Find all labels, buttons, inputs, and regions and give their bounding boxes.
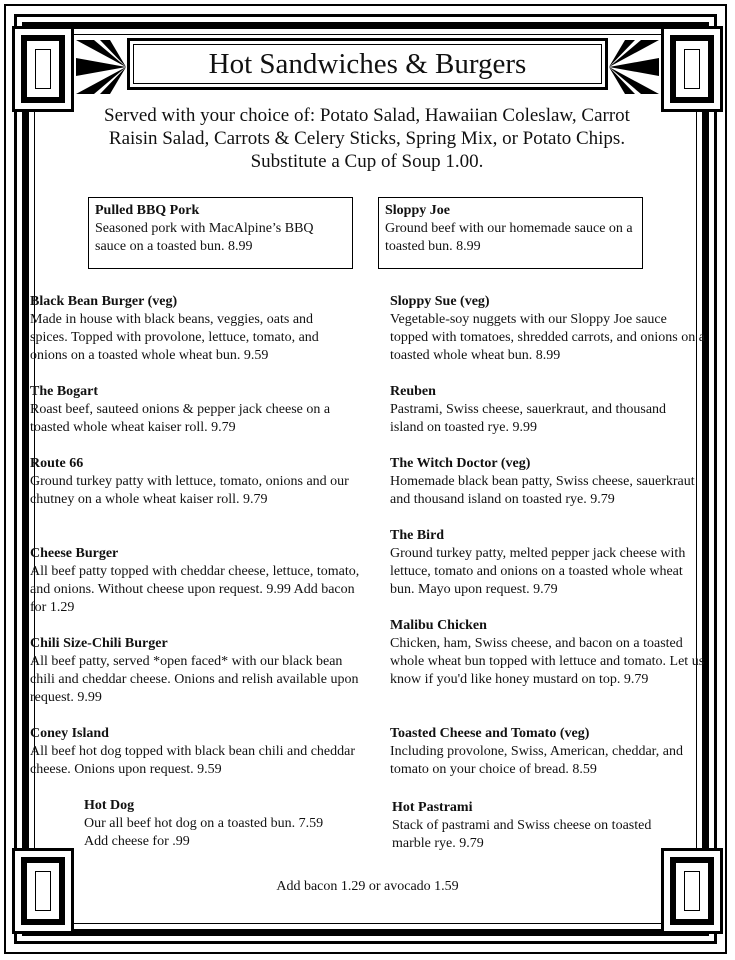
deco-fan-right-icon bbox=[609, 40, 659, 94]
item-description: Seasoned pork with MacAlpine’s BBQ sauce on a toasted bun. 8.99 bbox=[95, 221, 314, 254]
item-name: Black Bean Burger (veg) bbox=[30, 294, 178, 309]
item-description: Homemade black bean patty, Swiss cheese, sauerkraut and thousand island on toasted rye. 9.79 bbox=[390, 474, 695, 507]
item-description: Chicken, ham, Swiss cheese, and bacon on a toasted whole wheat bun topped with lettuce and tomato. Let us know if you'd like honey mustard on top. 9.79 bbox=[390, 636, 705, 687]
corner-ornament-bottom-left bbox=[12, 848, 74, 934]
menu-item-hot-pastrami bbox=[392, 799, 672, 853]
item-description: Ground turkey patty, melted pepper jack cheese with lettuce, tomato and onions on a toasted whole wheat bun. Mayo upon request. 9.79 bbox=[390, 546, 686, 597]
menu-item-the-bird bbox=[390, 527, 708, 599]
item-description: Ground beef with our homemade sauce on a toasted bun. 8.99 bbox=[385, 221, 633, 254]
menu-item-malibu-chicken bbox=[390, 617, 708, 689]
item-name: Sloppy Sue (veg) bbox=[390, 294, 490, 309]
item-name: Hot Dog bbox=[84, 798, 135, 813]
item-description: Vegetable-soy nuggets with our Sloppy Joe sauce topped with tomatoes, shredded carrots, and onions on a toasted whole wheat bun. 8.99 bbox=[390, 312, 705, 363]
menu-item-hot-dog bbox=[84, 797, 324, 851]
corner-ornament-top-left bbox=[12, 26, 74, 112]
item-description: Pastrami, Swiss cheese, sauerkraut, and thousand island on toasted rye. 9.99 bbox=[390, 402, 667, 435]
menu-item-the-bogart bbox=[30, 383, 360, 437]
item-name: The Witch Doctor (veg) bbox=[390, 456, 531, 471]
item-name: Chili Size-Chili Burger bbox=[30, 636, 168, 651]
item-description: Our all beef hot dog on a toasted bun. 7.59 Add cheese for .99 bbox=[84, 816, 324, 849]
menu-item-black-bean-burger bbox=[30, 293, 350, 365]
corner-ornament-bottom-right bbox=[661, 848, 723, 934]
menu-item-cheese-burger bbox=[30, 545, 370, 617]
item-description: Made in house with black beans, veggies, oats and spices. Topped with provolone, lettuce, tomato, and onions on a toasted whole wheat bun. 9.59 bbox=[30, 312, 319, 363]
item-name: Toasted Cheese and Tomato (veg) bbox=[390, 726, 590, 741]
sides-intro: Served with your choice of: Potato Salad, Hawaiian Coleslaw, Carrot Raisin Salad, Carrots & Celery Sticks, Spring Mix, or Potato Chips. Substitute a Cup of Soup 1.00. bbox=[104, 105, 630, 172]
item-name: Pulled BBQ Pork bbox=[95, 203, 200, 218]
item-description: Stack of pastrami and Swiss cheese on toasted marble rye. 9.79 bbox=[392, 818, 652, 851]
menu-item-coney-island bbox=[30, 725, 370, 779]
corner-ornament-top-right bbox=[661, 26, 723, 112]
menu-item-route-66 bbox=[30, 455, 360, 509]
menu-item-chili-size-chili-burger bbox=[30, 635, 370, 707]
item-name: Sloppy Joe bbox=[385, 203, 450, 218]
item-description: All beef patty, served *open faced* with our black bean chili and cheddar cheese. Onions and relish available upon request. 9.99 bbox=[30, 654, 359, 705]
page-title: Hot Sandwiches & Burgers bbox=[208, 47, 527, 80]
item-name: Coney Island bbox=[30, 726, 109, 741]
menu-item-toasted-cheese-and-tomato bbox=[390, 725, 708, 779]
item-name: The Bogart bbox=[30, 384, 99, 399]
item-description: Including provolone, Swiss, American, cheddar, and tomato on your choice of bread. 8.59 bbox=[390, 744, 683, 777]
item-description: All beef patty topped with cheddar cheese, lettuce, tomato, and onions. Without cheese upon request. 9.99 Add bacon for 1.29 bbox=[30, 564, 360, 615]
item-name: The Bird bbox=[390, 528, 445, 543]
menu-item-reuben bbox=[390, 383, 700, 437]
item-description: All beef hot dog topped with black bean chili and cheddar cheese. Onions upon request. 9.59 bbox=[30, 744, 356, 777]
item-description: Ground turkey patty with lettuce, tomato, onions and our chutney on a whole wheat kaiser roll. 9.79 bbox=[30, 474, 349, 507]
item-name: Route 66 bbox=[30, 456, 84, 471]
item-name: Cheese Burger bbox=[30, 546, 119, 561]
featured-item-sloppy-joe bbox=[378, 197, 643, 269]
add-ons-note: Add bacon 1.29 or avocado 1.59 bbox=[276, 879, 459, 894]
item-name: Malibu Chicken bbox=[390, 618, 487, 633]
title-banner bbox=[127, 38, 608, 90]
featured-item-pulled-bbq-pork bbox=[88, 197, 353, 269]
item-name: Hot Pastrami bbox=[392, 800, 473, 815]
deco-fan-left-icon bbox=[76, 40, 126, 94]
menu-item-sloppy-sue bbox=[390, 293, 705, 365]
item-description: Roast beef, sauteed onions & pepper jack cheese on a toasted whole wheat kaiser roll. 9.79 bbox=[30, 402, 331, 435]
menu-item-the-witch-doctor bbox=[390, 455, 695, 509]
item-name: Reuben bbox=[390, 384, 436, 399]
